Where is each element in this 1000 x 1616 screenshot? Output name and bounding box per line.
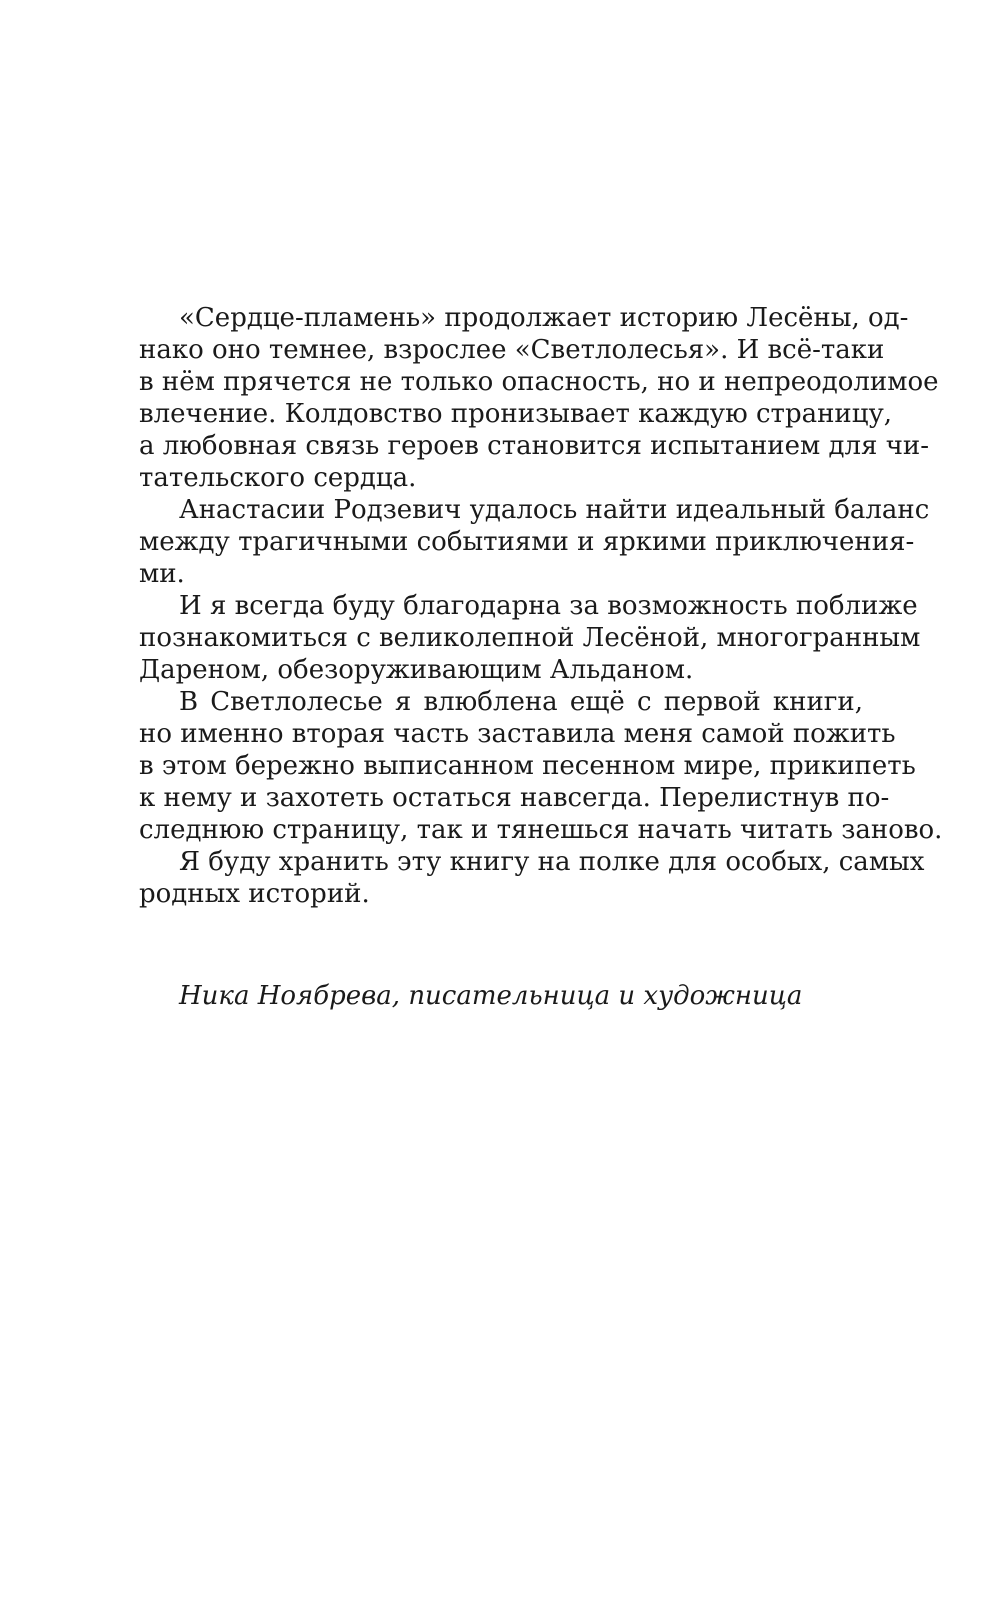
text-line: между трагичными событиями и яркими приключения- <box>139 527 915 557</box>
text-line: познакомиться с великолепной Лесёной, многогранным <box>139 623 921 653</box>
text-line: в нём прячется не только опасность, но и непреодолимое <box>139 367 939 397</box>
text-line: нако оно темнее, взрослее «Светлолесья». И всё-таки <box>139 335 885 365</box>
text-line: Анастасии Родзевич удалось найти идеальный баланс <box>179 495 930 525</box>
text-line: в этом бережно выписанном песенном мире, прикипеть <box>139 751 916 781</box>
text-line: а любовная связь героев становится испытанием для чи- <box>139 431 929 461</box>
body-text <box>139 302 943 910</box>
text-line: В Светлолесье я влюблена ещё с первой книги, <box>179 687 863 717</box>
text-line: И я всегда буду благодарна за возможность поближе <box>179 591 918 621</box>
author-signature: Ника Ноябрева, писательница и художница <box>179 981 803 1011</box>
text-line: ми. <box>139 559 185 589</box>
text-line: следнюю страницу, так и тянешься начать читать заново. <box>139 815 943 845</box>
text-line: родных историй. <box>139 879 370 909</box>
text-line: Дареном, обезоруживающим Альданом. <box>139 655 694 685</box>
text-line: Я буду хранить эту книгу на полке для особых, самых <box>179 847 925 877</box>
text-line: к нему и захотеть остаться навсегда. Перелистнув по- <box>139 783 890 813</box>
text-line: но именно вторая часть заставила меня самой пожить <box>139 719 896 749</box>
text-line: «Сердце-пламень» продолжает историю Лесёны, од- <box>179 303 909 333</box>
text-line: тательского сердца. <box>139 463 417 493</box>
text-line: влечение. Колдовство пронизывает каждую страницу, <box>139 399 893 429</box>
